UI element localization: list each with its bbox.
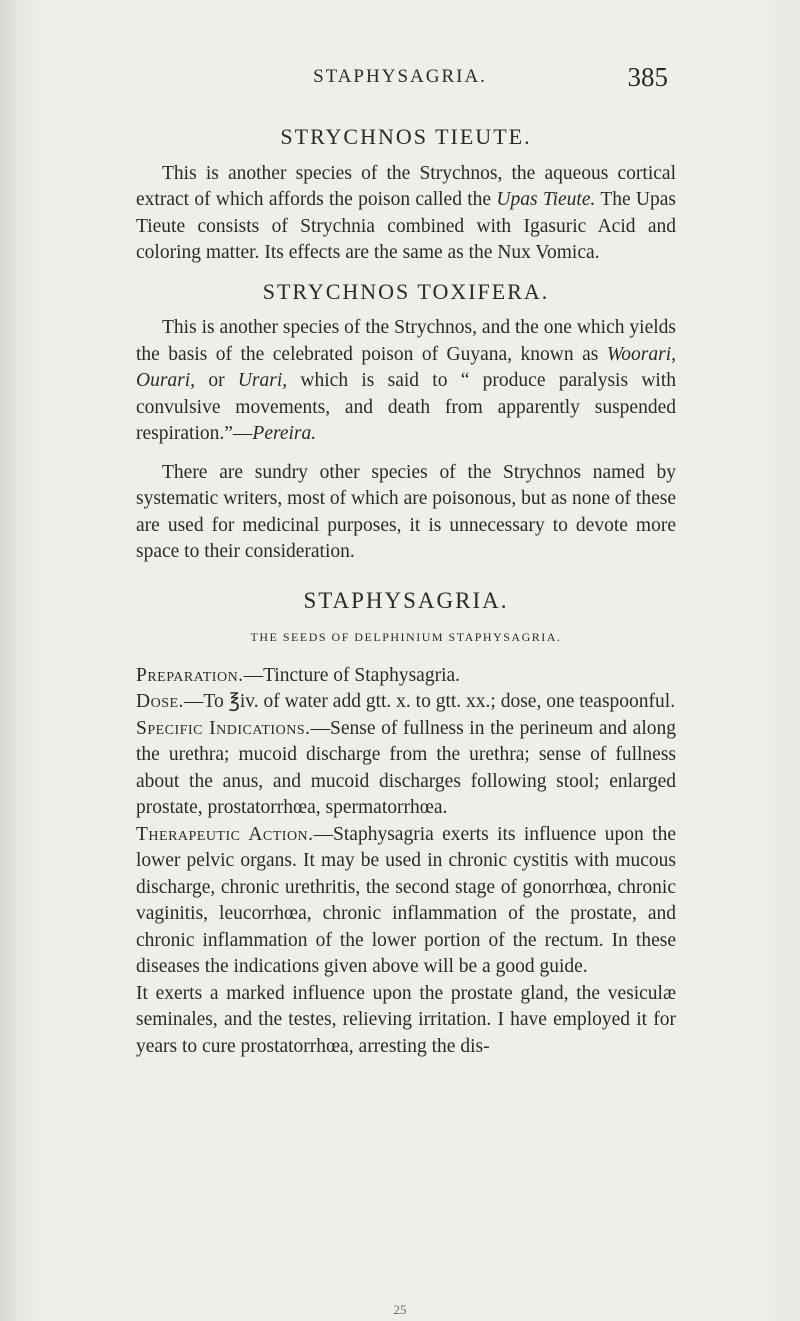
running-head: [0, 62, 800, 102]
entry-label: Therapeutic Action.: [136, 823, 314, 845]
text-run: or: [195, 370, 238, 391]
text-run: This is another species of the Strychnos, and the one which yields the basis of the celebrated poison of Guyana, known as: [136, 317, 676, 365]
paragraph-strychnos-toxifera: [136, 315, 676, 448]
italic-run: Woorari, Ourari,: [136, 343, 676, 391]
entry-specific-indications: [136, 716, 676, 822]
entry-text: —To ℥iv. of water add gtt. x. to gtt. xx.; dose, one teaspoonful.: [183, 691, 676, 712]
entry-therapeutic-action: [136, 822, 676, 981]
page-content: [136, 124, 676, 1072]
italic-run: Pereira.: [252, 423, 317, 444]
entry-text: —Sense of fullness in the perineum and along the urethra; mucoid discharge from the urethra; sense of fullness about the anus, and mucoid discharges following stool; enlarged prostate, prostatorrhœa, spermatorrhœa.: [136, 717, 676, 818]
entry-label: Preparation.: [136, 664, 244, 686]
entry-text: —Tincture of Staphysagria.: [243, 664, 461, 686]
section-title-staphysagria: STAPHYSAGRIA.: [303, 587, 509, 613]
running-title: STAPHYSAGRIA.: [313, 66, 487, 87]
paragraph-other-species: There are sundry other species of the Strychnos named by systematic writers, most of which are poisonous, but as none of these are used for medicinal purposes, it is unnecessary to devote more space to their consideration.: [136, 461, 676, 562]
section-title-strychnos-tieute: STRYCHNOS TIEUTE.: [280, 124, 532, 149]
paragraph-strychnos-tieute: [136, 161, 676, 267]
signature-mark: 25: [393, 1302, 407, 1317]
section-title-strychnos-toxifera: STRYCHNOS TOXIFERA.: [262, 278, 550, 304]
italic-run: Urari,: [237, 370, 288, 391]
section-subtitle: THE SEEDS OF DELPHINIUM STAPHYSAGRIA.: [250, 630, 562, 644]
entry-label: Specific Indications.: [136, 717, 311, 739]
paragraph-prostate: It exerts a marked influence upon the prostate gland, the vesiculæ seminales, and the testes, relieving irritation. I have employed it for years to cure prostatorrhœa, arresting the dis-: [136, 982, 676, 1057]
italic-run: Upas Tieute.: [496, 189, 596, 210]
text-run: which is said to “ produce paralysis with convulsive movements, and death from apparently suspended respiration.”—: [136, 370, 676, 444]
text-run: The Upas Tieute consists of Strychnia combined with Igasuric Acid and coloring matter. Its effects are the same as the Nux Vomica.: [136, 189, 676, 263]
entry-dose: [136, 689, 676, 716]
entry-label: Dose.: [136, 691, 184, 712]
entry-preparation: [136, 663, 676, 690]
page-number: 385: [627, 62, 668, 92]
text-run: This is another species of the Strychnos, the aqueous cortical extract of which affords the poison called the: [136, 162, 676, 210]
entry-text: —Staphysagria exerts its influence upon the lower pelvic organs. It may be used in chronic cystitis with mucous discharge, chronic urethritis, the second stage of gonorrhœa, chronic vaginitis, leucorrhœa, chronic inflammation of the prostate, and chronic inflammation of the lower portion of the rectum. In these diseases the indications given above will be a good guide.: [136, 823, 676, 977]
